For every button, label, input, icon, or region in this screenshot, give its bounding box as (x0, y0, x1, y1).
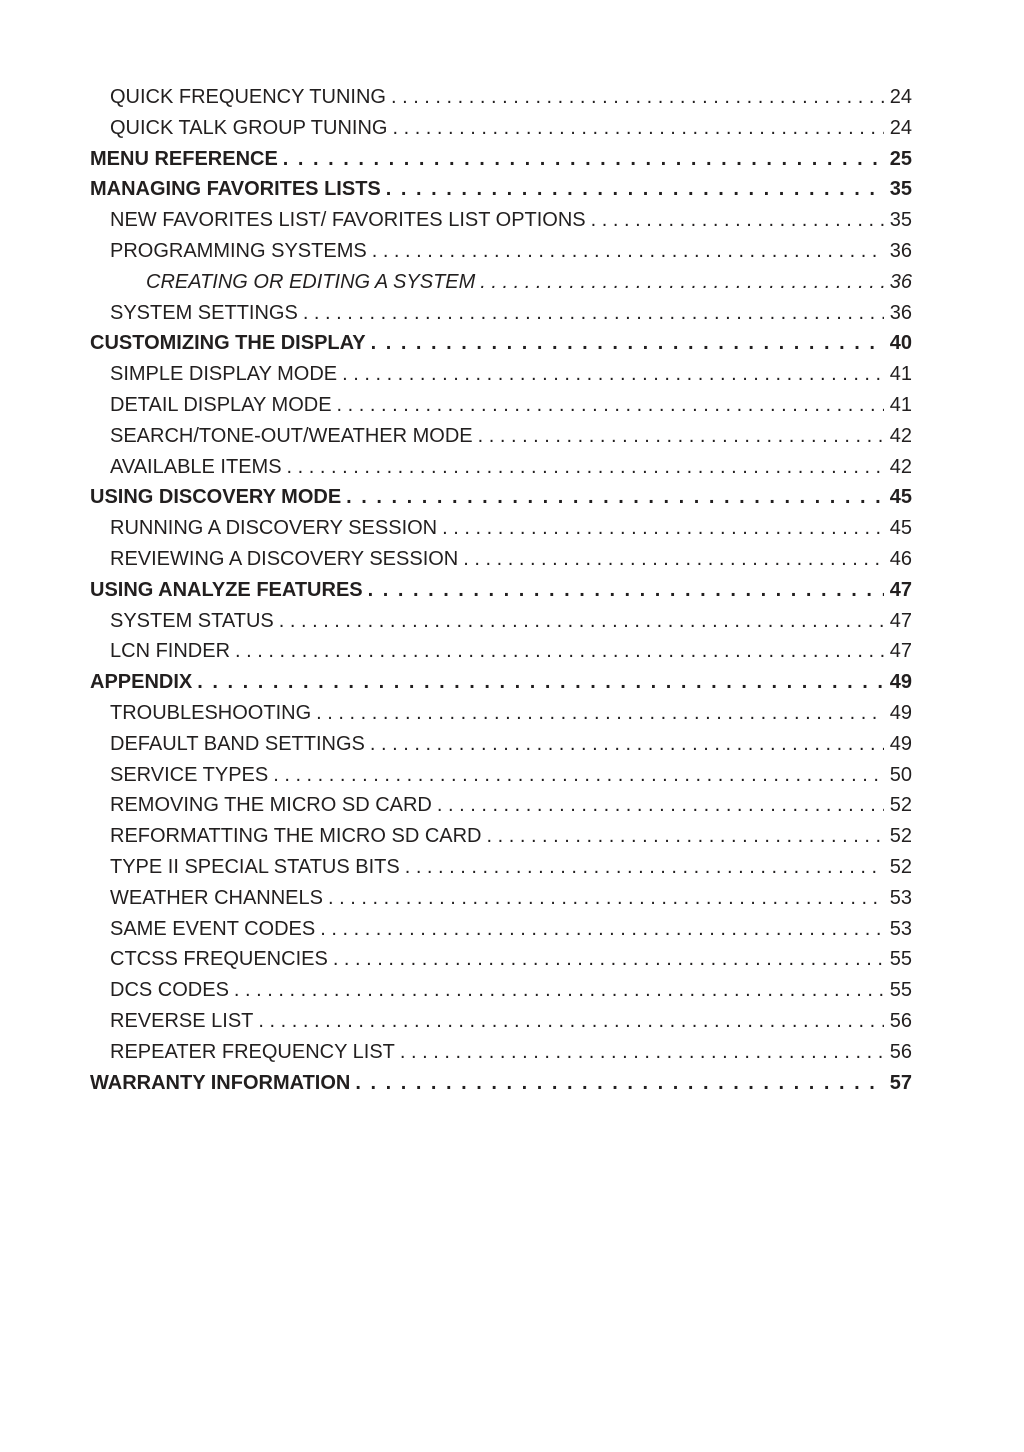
toc-entry (90, 452, 912, 483)
toc-entry-label: CREATING OR EDITING A SYSTEM (146, 270, 476, 293)
toc-entry-page: 35 (889, 178, 912, 201)
toc-entry-page: 49 (889, 671, 912, 694)
toc-entry-label: USING ANALYZE FEATURES (90, 578, 363, 601)
toc-entry-label: QUICK TALK GROUP TUNING (110, 116, 388, 139)
toc-entry-page: 25 (889, 147, 912, 170)
toc-entry-page: 36 (889, 239, 912, 262)
toc-dot-leader (197, 667, 884, 698)
toc-dot-leader (437, 790, 884, 821)
toc-entry-label: SYSTEM STATUS (110, 609, 274, 632)
toc-entry-label: TROUBLESHOOTING (110, 701, 312, 724)
toc-entry-page: 45 (889, 517, 912, 540)
toc-dot-leader (386, 174, 884, 205)
toc-entry (90, 298, 912, 329)
toc-entry-page: 47 (889, 640, 912, 663)
toc-entry-label: REMOVING THE MICRO SD CARD (110, 794, 432, 817)
toc-entry-label: WEATHER CHANNELS (110, 886, 323, 909)
toc-entry (90, 205, 912, 236)
toc-entry-page: 50 (889, 763, 912, 786)
toc-entry (90, 944, 912, 975)
toc-entry-page: 42 (889, 455, 912, 478)
toc-dot-leader (316, 698, 884, 729)
toc-dot-leader (478, 421, 884, 452)
toc-dot-leader (355, 1068, 883, 1099)
toc-dot-leader (480, 267, 883, 298)
toc-dot-leader (258, 1006, 883, 1037)
toc-entry (90, 636, 912, 667)
toc-entry-label: DEFAULT BAND SETTINGS (110, 732, 365, 755)
toc-entry (90, 1068, 912, 1099)
toc-entry (90, 790, 912, 821)
toc-entry-page: 56 (889, 1009, 912, 1032)
toc-dot-leader (371, 328, 884, 359)
toc-dot-leader (392, 113, 883, 144)
toc-entry-label: APPENDIX (90, 671, 193, 694)
toc-entry (90, 482, 912, 513)
toc-entry (90, 236, 912, 267)
toc-entry-page: 41 (889, 393, 912, 416)
toc-list (90, 82, 912, 1098)
toc-entry (90, 267, 912, 298)
toc-dot-leader (591, 205, 884, 236)
toc-entry (90, 1037, 912, 1068)
toc-entry-label: DCS CODES (110, 979, 229, 1002)
toc-entry-label: SYSTEM SETTINGS (110, 301, 298, 324)
toc-entry (90, 174, 912, 205)
toc-entry-label: DETAIL DISPLAY MODE (110, 393, 332, 416)
toc-dot-leader (235, 636, 884, 667)
toc-entry-label: REVERSE LIST (110, 1009, 254, 1032)
toc-entry-page: 45 (889, 486, 912, 509)
toc-entry-label: SAME EVENT CODES (110, 917, 316, 940)
toc-entry (90, 1006, 912, 1037)
toc-entry-page: 46 (889, 547, 912, 570)
toc-dot-leader (283, 144, 884, 175)
toc-entry-page: 56 (889, 1040, 912, 1063)
toc-entry-page: 24 (889, 86, 912, 108)
toc-entry-label: CUSTOMIZING THE DISPLAY (90, 332, 366, 355)
toc-entry-page: 57 (889, 1071, 912, 1094)
toc-entry-page: 55 (889, 979, 912, 1002)
toc-entry-label: RUNNING A DISCOVERY SESSION (110, 517, 438, 540)
toc-entry-label: TYPE II SPECIAL STATUS BITS (110, 855, 400, 878)
toc-entry-page: 52 (889, 825, 912, 848)
toc-dot-leader (368, 575, 884, 606)
toc-entry (90, 390, 912, 421)
toc-entry (90, 975, 912, 1006)
toc-entry-label: REVIEWING A DISCOVERY SESSION (110, 547, 459, 570)
toc-entry-label: SIMPLE DISPLAY MODE (110, 363, 338, 386)
toc-dot-leader (400, 1037, 884, 1068)
toc-entry-page: 49 (889, 732, 912, 755)
toc-dot-leader (320, 914, 884, 945)
toc-entry (90, 359, 912, 390)
toc-entry-page: 36 (889, 270, 912, 293)
toc-entry-label: USING DISCOVERY MODE (90, 486, 342, 509)
toc-entry-label: SERVICE TYPES (110, 763, 269, 786)
toc-dot-leader (328, 883, 884, 914)
toc-dot-leader (370, 729, 884, 760)
toc-entry (90, 513, 912, 544)
toc-entry-page: 52 (889, 855, 912, 878)
toc-entry-label: SEARCH/TONE-OUT/WEATHER MODE (110, 424, 473, 447)
toc-entry (90, 698, 912, 729)
toc-entry-page: 41 (889, 363, 912, 386)
toc-entry (90, 729, 912, 760)
toc-dot-leader (303, 298, 884, 329)
toc-entry (90, 667, 912, 698)
toc-entry (90, 544, 912, 575)
toc-dot-leader (287, 452, 884, 483)
toc-dot-leader (391, 82, 884, 113)
toc-entry-label: REFORMATTING THE MICRO SD CARD (110, 825, 482, 848)
toc-entry-label: AVAILABLE ITEMS (110, 455, 282, 478)
toc-entry (90, 328, 912, 359)
toc-entry-label: REPEATER FREQUENCY LIST (110, 1040, 395, 1063)
toc-entry-page: 55 (889, 948, 912, 971)
toc-entry-page: 42 (889, 424, 912, 447)
toc-entry (90, 113, 912, 144)
toc-entry-page: 47 (889, 609, 912, 632)
toc-entry-label: MANAGING FAVORITES LISTS (90, 178, 381, 201)
toc-entry-page: 53 (889, 917, 912, 940)
toc-entry (90, 82, 912, 113)
toc-entry (90, 914, 912, 945)
toc-entry-label: PROGRAMMING SYSTEMS (110, 239, 367, 262)
toc-dot-leader (346, 482, 884, 513)
toc-entry (90, 760, 912, 791)
toc-entry-page: 36 (889, 301, 912, 324)
toc-entry (90, 421, 912, 452)
toc-dot-leader (372, 236, 884, 267)
toc-entry (90, 883, 912, 914)
toc-dot-leader (405, 852, 884, 883)
toc-entry-page: 53 (889, 886, 912, 909)
toc-entry-label: NEW FAVORITES LIST/ FAVORITES LIST OPTIONS (110, 209, 586, 232)
toc-dot-leader (333, 944, 884, 975)
toc-entry-page: 24 (889, 116, 912, 139)
toc-entry (90, 821, 912, 852)
toc-entry (90, 575, 912, 606)
toc-entry (90, 606, 912, 637)
toc-entry-label: WARRANTY INFORMATION (90, 1071, 351, 1094)
toc-dot-leader (337, 390, 884, 421)
toc-entry (90, 144, 912, 175)
toc-entry-page: 47 (889, 578, 912, 601)
toc-entry-label: QUICK FREQUENCY TUNING (110, 86, 386, 108)
toc-entry (90, 852, 912, 883)
toc-dot-leader (342, 359, 884, 390)
toc-dot-leader (463, 544, 883, 575)
toc-entry-label: LCN FINDER (110, 640, 231, 663)
toc-entry-label: CTCSS FREQUENCIES (110, 948, 328, 971)
toc-dot-leader (234, 975, 884, 1006)
toc-entry-page: 40 (889, 332, 912, 355)
toc-dot-leader (273, 760, 884, 791)
toc-entry-label: MENU REFERENCE (90, 147, 278, 170)
toc-dot-leader (279, 606, 884, 637)
toc-dot-leader (442, 513, 884, 544)
toc-entry-page: 49 (889, 701, 912, 724)
toc-entry-page: 52 (889, 794, 912, 817)
toc-dot-leader (486, 821, 883, 852)
toc-entry-page: 35 (889, 209, 912, 232)
